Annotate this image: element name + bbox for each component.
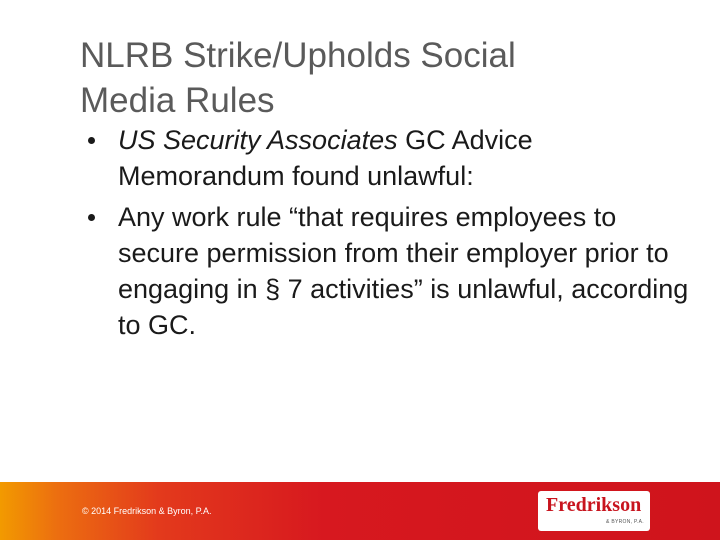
bullet-italic-text: US Security Associates (118, 125, 398, 155)
bullet-text: Any work rule “that requires employees to secure permission from their employer prior to engaging in § 7 activities” is unlawful, according to GC. (118, 202, 689, 340)
bullet-dot-icon (88, 137, 95, 144)
logo-wordmark: Fredrikson (546, 494, 642, 516)
logo-subtext: & BYRON, P.A. (606, 519, 644, 525)
bullet-item (88, 122, 698, 194)
bullet-list (88, 122, 698, 348)
footer-bar (0, 482, 720, 540)
copyright-text: © 2014 Fredrikson & Byron, P.A. (82, 506, 212, 516)
bullet-item (88, 199, 698, 343)
bullet-text: GC Advice Memorandum found unlawful: (118, 125, 533, 191)
slide-title: NLRB Strike/Upholds Social Media Rules (80, 36, 516, 120)
bullet-dot-icon (88, 214, 95, 221)
fredrikson-logo (538, 491, 650, 531)
